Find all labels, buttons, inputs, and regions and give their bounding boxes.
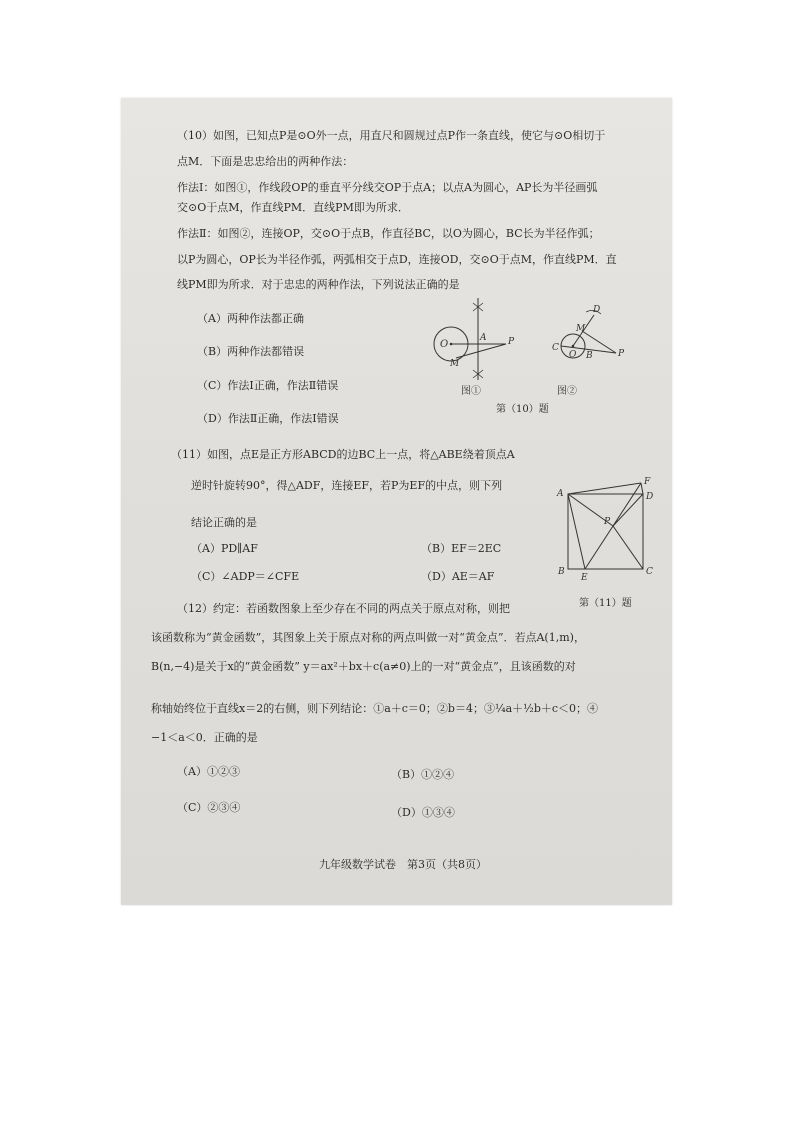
q10-line-7: 线PM即为所求．对于忠忠的两种作法，下列说法正确的是: [177, 278, 460, 291]
fig11-label-d: D: [646, 492, 654, 502]
q11-line-2: 逆时针旋转90°，得△ADF，连接EF，若P为EF的中点，则下列: [191, 479, 503, 492]
q11-line-3: 结论正确的是: [191, 516, 257, 529]
q12-option-a: （A）①②③: [177, 765, 240, 778]
fig1-tangent-pm: [456, 344, 506, 358]
fig1-label-o: O: [440, 339, 449, 350]
q12-option-c: （C）②③④: [177, 801, 241, 814]
fig2-label-m: M: [576, 324, 586, 334]
q11-caption: 第（11）题: [579, 598, 632, 609]
fig2-label-p: P: [618, 349, 625, 359]
q11-line-1: （11）如图，点E是正方形ABCD的边BC上一点，将△ABE绕着顶点A: [171, 448, 515, 461]
fig1-center-point: [450, 343, 453, 346]
q10-line-3: 作法Ⅰ：如图①，作线段OP的垂直平分线交OP于点A；以点A为圆心，AP长为半径画弧: [177, 181, 598, 194]
q10-line-1: （10）如图，已知点P是⊙O外一点，用直尺和圆规过点P作一条直线，使它与⊙O相切于: [177, 129, 606, 142]
q11-option-c: （C）∠ADP＝∠CFE: [191, 570, 300, 583]
segment-pc: [613, 526, 643, 569]
q10-option-c: （C）作法Ⅰ正确，作法Ⅱ错误: [197, 379, 339, 392]
fig11-label-c: C: [646, 567, 653, 577]
q12-line-4: 称轴始终位于直线x＝2的右侧，则下列结论：①a＋c＝0；②b＝4；③¼a＋½b＋c＜0；④: [151, 702, 599, 715]
fig1-label-a: A: [480, 333, 487, 343]
q11-figure: [554, 474, 654, 584]
q12-option-b: （B）①②④: [391, 768, 455, 781]
fig2-label-d: D: [593, 305, 601, 315]
fig2-caption: 图②: [557, 386, 577, 397]
q10-line-4: 交⊙O于点M，作直线PM．直线PM即为所求．: [177, 201, 409, 214]
page-footer: 九年级数学试卷 第3页（共8页）: [319, 858, 487, 871]
q10-caption: 第（10）题: [496, 404, 549, 415]
q10-option-a: （A）两种作法都正确: [197, 312, 304, 325]
fig11-label-a: A: [557, 489, 564, 499]
q12-option-d: （D）①③④: [391, 806, 455, 819]
fig1-caption: 图①: [461, 386, 481, 397]
q10-option-d: （D）作法Ⅱ正确，作法Ⅰ错误: [197, 412, 339, 425]
exam-page: [121, 98, 672, 905]
fig2-label-o: O: [569, 350, 577, 360]
q10-line-6: 以P为圆心，OP长为半径作弧，两弧相交于点D，连接OD，交⊙O于点M，作直线PM．直: [177, 253, 617, 266]
q11-option-a: （A）PD∥AF: [191, 542, 258, 555]
fig2-label-b: B: [586, 351, 593, 361]
fig11-label-p: P: [604, 517, 611, 527]
segment-af: [568, 483, 641, 494]
fig1-label-m: M: [450, 359, 460, 369]
q11-option-b: （B）EF＝2EC: [421, 542, 502, 555]
q12-line-2: 该函数称为“黄金函数”，其图象上关于原点对称的两点叫做一对“黄金点”．若点A(1,m)，: [151, 631, 585, 644]
q10-figures: [426, 298, 651, 413]
square-abcd: [568, 494, 643, 569]
q10-line-2: 点M．下面是忠忠给出的两种作法：: [177, 155, 354, 168]
q10-figure-2: [552, 305, 625, 397]
fig2-center-point: [572, 345, 575, 348]
fig1-label-p: P: [508, 337, 515, 347]
q12-line-1: （12）约定：若函数图象上至少存在不同的两点关于原点对称，则把: [177, 602, 510, 615]
fig2-label-c: C: [552, 343, 559, 353]
q12-line-3: B(n,−4)是关于x的“黄金函数” y＝ax²＋bx＋c(a≠0)上的一对“黄金点”，且该函数的对: [151, 660, 576, 673]
fig11-label-b: B: [558, 567, 565, 577]
q10-option-b: （B）两种作法都错误: [197, 345, 305, 358]
segment-ae: [568, 494, 585, 569]
segment-pd: [613, 494, 643, 526]
q11-option-d: （D）AE＝AF: [421, 570, 495, 583]
fig11-label-f: F: [644, 477, 651, 487]
fig11-label-e: E: [581, 573, 588, 583]
q10-line-5: 作法Ⅱ：如图②，连接OP，交⊙O于点B，作直径BC，以O为圆心，BC长为半径作弧；: [177, 227, 600, 240]
q10-figure-1: [434, 298, 515, 397]
q12-line-5: −1＜a＜0．正确的是: [151, 731, 258, 744]
segment-df: [641, 483, 643, 494]
